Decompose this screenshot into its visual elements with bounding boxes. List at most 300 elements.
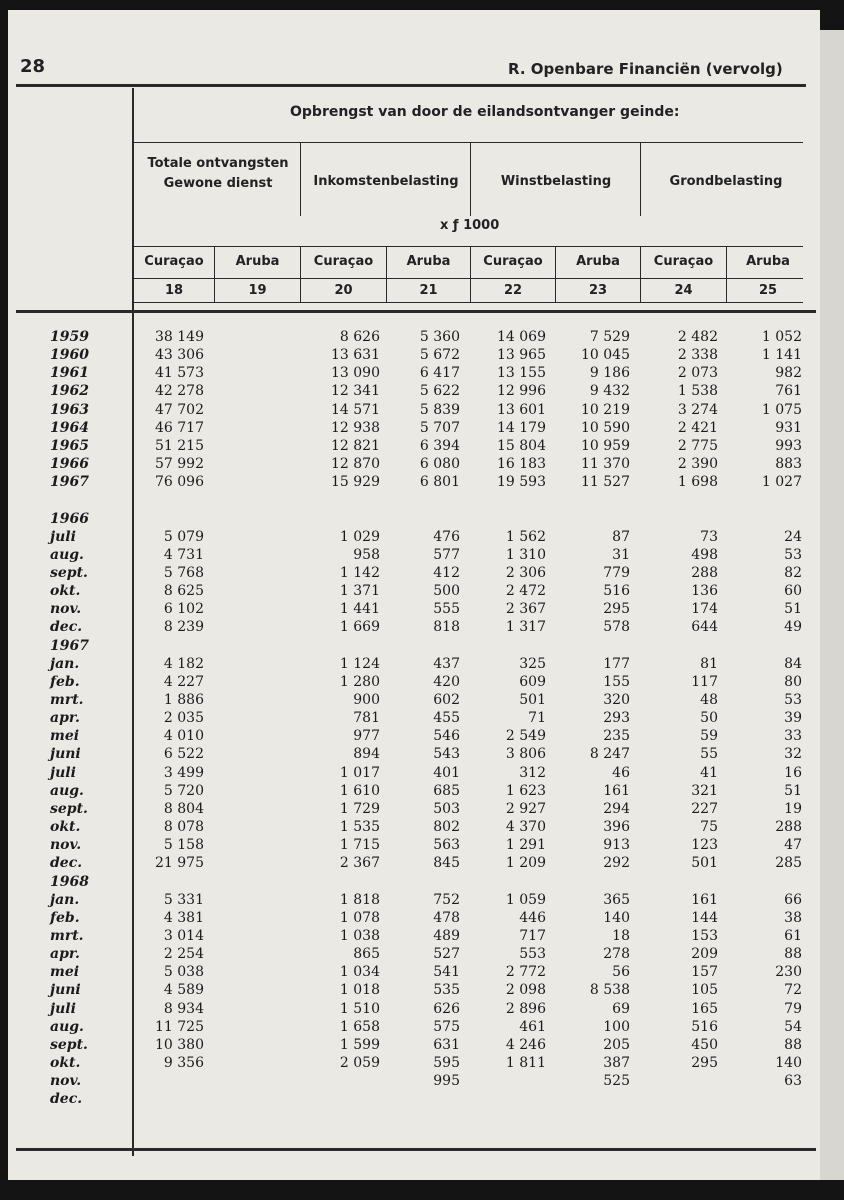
cell-col-18: 5 720 xyxy=(163,782,204,799)
cell-col-18: 9 356 xyxy=(163,1055,204,1071)
table-row xyxy=(8,564,820,582)
cell-col-22: 19 593 xyxy=(497,474,546,491)
cell-col-22: 2 367 xyxy=(505,601,546,618)
row-label: 1961 xyxy=(50,365,89,382)
cell-col-24: 501 xyxy=(691,855,718,872)
cell-col-22: 16 183 xyxy=(497,456,546,473)
cell-col-21: 543 xyxy=(433,746,460,763)
document-page xyxy=(8,10,820,1180)
cell-col-25: 53 xyxy=(784,546,802,563)
cell-col-21: 6 394 xyxy=(419,437,460,454)
cell-col-20: 1 658 xyxy=(339,1018,380,1035)
table-row xyxy=(8,891,820,909)
cell-col-25: 66 xyxy=(784,891,802,908)
cell-col-24: 450 xyxy=(691,1036,718,1053)
cell-col-23: 11 527 xyxy=(581,474,630,491)
table-row xyxy=(8,1018,820,1036)
table-row xyxy=(8,655,820,673)
row-label: 1963 xyxy=(50,401,89,418)
cell-col-24: 153 xyxy=(691,927,718,944)
cell-col-20: 13 090 xyxy=(331,365,380,382)
row-label: dec. xyxy=(50,855,83,872)
cell-col-22: 1 291 xyxy=(505,837,546,854)
cell-col-21: 401 xyxy=(433,764,460,781)
col-number-3: 20 xyxy=(334,283,353,298)
table-row xyxy=(8,637,820,655)
cell-col-21: 802 xyxy=(433,819,460,836)
cell-col-24: 117 xyxy=(691,673,718,690)
cell-col-24: 1 698 xyxy=(677,474,718,491)
table-row xyxy=(8,963,820,981)
group-header-grondbelasting: Grondbelasting xyxy=(669,174,783,189)
cell-col-21: 476 xyxy=(433,528,460,545)
cell-col-18: 4 731 xyxy=(163,546,204,563)
cell-col-23: 10 219 xyxy=(581,401,630,418)
cell-col-23: 278 xyxy=(603,946,630,963)
table-row xyxy=(8,945,820,963)
cell-col-21: 541 xyxy=(433,964,460,981)
cell-col-25: 88 xyxy=(784,946,802,963)
cell-col-18: 10 380 xyxy=(155,1036,204,1053)
cell-col-22: 1 811 xyxy=(505,1055,546,1071)
cell-col-18: 6 522 xyxy=(163,746,204,763)
cell-col-24: 209 xyxy=(691,946,718,963)
table-row xyxy=(8,1000,820,1018)
cell-col-21: 602 xyxy=(433,692,460,708)
cell-col-23: 320 xyxy=(603,692,630,708)
cell-col-23: 161 xyxy=(603,782,630,799)
cell-col-23: 235 xyxy=(603,728,630,745)
table-row xyxy=(8,782,820,800)
table-row xyxy=(8,691,820,709)
row-label: okt. xyxy=(50,819,81,836)
row-label: okt. xyxy=(50,583,81,600)
cell-col-20: 977 xyxy=(353,728,380,745)
unit-label: x ƒ 1000 xyxy=(440,218,500,233)
row-label: 1967 xyxy=(50,474,89,491)
row-label: apr. xyxy=(50,946,80,963)
table-row xyxy=(8,1090,820,1108)
col-header-7: Curaçao xyxy=(653,254,714,269)
cell-col-18: 46 717 xyxy=(155,419,204,436)
cell-col-23: 293 xyxy=(603,710,630,727)
cell-col-22: 717 xyxy=(519,927,546,944)
cell-col-22: 4 370 xyxy=(505,819,546,836)
cell-col-22: 312 xyxy=(519,764,546,781)
cell-col-23: 10 959 xyxy=(581,437,630,454)
cell-col-20: 12 870 xyxy=(331,456,380,473)
cell-col-25: 63 xyxy=(784,1073,802,1090)
group-header-winstbelasting: Winstbelasting xyxy=(500,174,612,189)
cell-col-18: 57 992 xyxy=(155,456,204,473)
col-number-8: 25 xyxy=(758,283,778,298)
cell-col-22: 1 209 xyxy=(505,855,546,872)
cell-col-20: 958 xyxy=(353,546,380,563)
group-header-inkomstenbelasting: Inkomstenbelasting xyxy=(313,174,459,189)
cell-col-18: 4 589 xyxy=(163,982,204,999)
row-label: mei xyxy=(50,964,80,981)
cell-col-21: 6 801 xyxy=(419,474,460,491)
cell-col-24: 75 xyxy=(700,819,718,836)
cell-col-24: 161 xyxy=(691,891,718,908)
table-bottom-rule xyxy=(16,1148,816,1151)
row-label: nov. xyxy=(50,837,82,854)
cell-col-22: 15 804 xyxy=(497,437,546,454)
cell-col-24: 136 xyxy=(691,583,718,600)
cell-col-21: 555 xyxy=(433,601,460,618)
cell-col-21: 752 xyxy=(433,891,460,908)
cell-col-20: 1 669 xyxy=(339,619,380,636)
cell-col-22: 1 562 xyxy=(505,528,546,545)
cell-col-25: 1 141 xyxy=(761,347,802,364)
cell-col-22: 325 xyxy=(519,655,546,672)
cell-col-20: 12 341 xyxy=(331,383,380,400)
row-label: sept. xyxy=(50,800,88,817)
table-row xyxy=(8,818,820,836)
cell-col-18: 5 331 xyxy=(163,891,204,908)
cell-col-23: 177 xyxy=(603,655,630,672)
cell-col-22: 3 806 xyxy=(505,746,546,763)
cell-col-18: 3 499 xyxy=(163,764,204,781)
cell-col-20: 900 xyxy=(353,692,380,708)
table-row xyxy=(8,346,820,364)
cell-col-23: 87 xyxy=(612,528,630,545)
cell-col-22: 12 996 xyxy=(497,383,546,400)
cell-col-18: 4 381 xyxy=(163,909,204,926)
cell-col-23: 525 xyxy=(603,1073,630,1090)
cell-col-24: 105 xyxy=(691,982,718,999)
cell-col-20: 894 xyxy=(353,746,380,763)
row-label: dec. xyxy=(50,619,83,636)
cell-col-20: 1 610 xyxy=(339,782,380,799)
cell-col-21: 503 xyxy=(433,800,460,817)
colnum-bottom-rule xyxy=(133,302,803,303)
cell-col-23: 46 xyxy=(612,764,630,781)
cell-col-20: 865 xyxy=(353,946,380,963)
row-label: mei xyxy=(50,728,80,745)
table-row xyxy=(8,981,820,999)
cell-col-20: 1 818 xyxy=(339,891,380,908)
cell-col-24: 81 xyxy=(700,655,718,672)
cell-col-25: 32 xyxy=(784,746,802,763)
cell-col-23: 9 186 xyxy=(589,365,630,382)
cell-col-21: 631 xyxy=(433,1036,460,1053)
cell-col-21: 563 xyxy=(433,837,460,854)
cell-col-20: 12 938 xyxy=(331,419,380,436)
row-label: juli xyxy=(50,528,76,545)
col-number-4: 21 xyxy=(419,283,438,298)
table-row xyxy=(8,1054,820,1072)
cell-col-25: 54 xyxy=(784,1018,802,1035)
cell-col-18: 5 079 xyxy=(163,528,204,545)
cell-col-21: 420 xyxy=(433,673,460,690)
cell-col-23: 365 xyxy=(603,891,630,908)
cell-col-24: 321 xyxy=(691,782,718,799)
cell-col-22: 4 246 xyxy=(505,1036,546,1053)
cell-col-25: 1 075 xyxy=(761,401,802,418)
cell-col-23: 8 247 xyxy=(589,746,630,763)
cell-col-18: 76 096 xyxy=(155,474,204,491)
table-row xyxy=(8,927,820,945)
cell-col-23: 100 xyxy=(603,1018,630,1035)
cell-col-20: 1 280 xyxy=(339,673,380,690)
table-row xyxy=(8,382,820,400)
header-bottom-rule xyxy=(16,310,816,313)
cell-col-21: 845 xyxy=(433,855,460,872)
cell-col-25: 19 xyxy=(784,800,802,817)
cell-col-20: 1 034 xyxy=(339,964,380,981)
table-title: Opbrengst van door de eilandsontvanger geinde: xyxy=(290,104,680,120)
cell-col-24: 50 xyxy=(700,710,718,727)
cell-col-20: 8 626 xyxy=(339,329,380,345)
row-label: juli xyxy=(50,764,76,781)
table-row xyxy=(8,328,820,346)
cell-col-24: 144 xyxy=(691,909,718,926)
cell-col-25: 285 xyxy=(775,855,802,872)
table-row xyxy=(8,455,820,473)
table-row xyxy=(8,854,820,872)
cell-col-24: 498 xyxy=(691,546,718,563)
cell-col-24: 165 xyxy=(691,1000,718,1017)
cell-col-25: 1 052 xyxy=(761,329,802,345)
cell-col-20: 14 571 xyxy=(331,401,380,418)
cell-col-18: 4 182 xyxy=(163,655,204,672)
cell-col-21: 489 xyxy=(433,927,460,944)
cell-col-18: 4 227 xyxy=(163,673,204,690)
table-row xyxy=(8,764,820,782)
cell-col-18: 41 573 xyxy=(155,365,204,382)
cell-col-23: 779 xyxy=(603,564,630,581)
row-label: juni xyxy=(50,982,81,999)
cell-col-20: 1 510 xyxy=(339,1000,380,1017)
cell-col-18: 5 038 xyxy=(163,964,204,981)
cell-col-22: 2 772 xyxy=(505,964,546,981)
cell-col-25: 49 xyxy=(784,619,802,636)
row-label: 1967 xyxy=(50,637,89,654)
col-header-3: Curaçao xyxy=(313,254,374,269)
cell-col-18: 51 215 xyxy=(155,437,204,454)
table-row xyxy=(8,528,820,546)
colnum-top-rule xyxy=(133,278,803,279)
cell-col-21: 535 xyxy=(433,982,460,999)
cell-col-25: 61 xyxy=(784,927,802,944)
cell-col-21: 546 xyxy=(433,728,460,745)
cell-col-21: 626 xyxy=(433,1000,460,1017)
cell-col-24: 2 390 xyxy=(677,456,718,473)
cell-col-18: 2 254 xyxy=(163,946,204,963)
cell-col-18: 38 149 xyxy=(155,329,204,345)
cell-col-25: 72 xyxy=(784,982,802,999)
cell-col-20: 12 821 xyxy=(331,437,380,454)
cell-col-22: 1 317 xyxy=(505,619,546,636)
cell-col-24: 2 421 xyxy=(677,419,718,436)
cell-col-21: 437 xyxy=(433,655,460,672)
cell-col-23: 10 045 xyxy=(581,347,630,364)
cell-col-18: 43 306 xyxy=(155,347,204,364)
cell-col-20: 1 715 xyxy=(339,837,380,854)
row-label: aug. xyxy=(50,1018,84,1035)
table-row xyxy=(8,836,820,854)
col-header-8: Aruba xyxy=(746,254,790,269)
cell-col-18: 8 934 xyxy=(163,1000,204,1017)
cell-col-24: 288 xyxy=(691,564,718,581)
cell-col-23: 295 xyxy=(603,601,630,618)
row-label: okt. xyxy=(50,1055,81,1071)
row-label: aug. xyxy=(50,782,84,799)
cell-col-18: 8 239 xyxy=(163,619,204,636)
adjacent-page-edge xyxy=(820,30,844,1180)
cell-col-25: 38 xyxy=(784,909,802,926)
row-label: sept. xyxy=(50,1036,88,1053)
table-row xyxy=(8,401,820,419)
cell-col-24: 55 xyxy=(700,746,718,763)
cell-col-23: 387 xyxy=(603,1055,630,1071)
cell-col-23: 18 xyxy=(612,927,630,944)
cell-col-20: 1 029 xyxy=(339,528,380,545)
cell-col-18: 21 975 xyxy=(155,855,204,872)
cell-col-23: 516 xyxy=(603,583,630,600)
cell-col-20: 1 038 xyxy=(339,927,380,944)
cell-col-20: 1 729 xyxy=(339,800,380,817)
row-label: 1965 xyxy=(50,437,89,454)
group-divider-2 xyxy=(470,142,471,216)
cell-col-21: 527 xyxy=(433,946,460,963)
cell-col-18: 2 035 xyxy=(163,710,204,727)
cell-col-20: 1 017 xyxy=(339,764,380,781)
cell-col-23: 69 xyxy=(612,1000,630,1017)
cell-col-20: 1 535 xyxy=(339,819,380,836)
cell-col-20: 2 367 xyxy=(339,855,380,872)
group-divider-1 xyxy=(300,142,301,216)
cell-col-21: 818 xyxy=(433,619,460,636)
subhead-rule xyxy=(133,246,803,247)
cell-col-20: 1 124 xyxy=(339,655,380,672)
table-row xyxy=(8,1072,820,1090)
row-label: sept. xyxy=(50,564,88,581)
row-label: 1964 xyxy=(50,419,89,436)
cell-col-25: 39 xyxy=(784,710,802,727)
cell-col-24: 2 482 xyxy=(677,329,718,345)
table-row xyxy=(8,546,820,564)
table-row xyxy=(8,600,820,618)
cell-col-20: 1 371 xyxy=(339,583,380,600)
cell-col-25: 140 xyxy=(775,1055,802,1071)
cell-col-23: 294 xyxy=(603,800,630,817)
cell-col-25: 883 xyxy=(775,456,802,473)
cell-col-23: 31 xyxy=(612,546,630,563)
cell-col-24: 2 338 xyxy=(677,347,718,364)
cell-col-22: 71 xyxy=(528,710,546,727)
cell-col-24: 48 xyxy=(700,692,718,708)
cell-col-25: 60 xyxy=(784,583,802,600)
row-label: 1966 xyxy=(50,456,89,473)
col-header-2: Aruba xyxy=(235,254,280,269)
cell-col-23: 396 xyxy=(603,819,630,836)
cell-col-23: 11 370 xyxy=(581,456,630,473)
cell-col-25: 88 xyxy=(784,1036,802,1053)
cell-col-23: 7 529 xyxy=(589,329,630,345)
cell-col-23: 140 xyxy=(603,909,630,926)
table-row xyxy=(8,437,820,455)
cell-col-20: 1 441 xyxy=(339,601,380,618)
cell-col-25: 1 027 xyxy=(761,474,802,491)
cell-col-23: 56 xyxy=(612,964,630,981)
row-label: feb. xyxy=(50,673,80,690)
cell-col-25: 84 xyxy=(784,655,802,672)
cell-col-25: 24 xyxy=(784,528,802,545)
cell-col-23: 578 xyxy=(603,619,630,636)
cell-col-21: 5 360 xyxy=(419,329,460,345)
cell-col-20: 13 631 xyxy=(331,347,380,364)
row-label: mrt. xyxy=(50,692,84,708)
cell-col-18: 11 725 xyxy=(155,1018,204,1035)
cell-col-21: 5 622 xyxy=(419,383,460,400)
table-row xyxy=(8,1036,820,1054)
row-label: 1960 xyxy=(50,347,89,364)
row-label: aug. xyxy=(50,546,84,563)
table-row xyxy=(8,909,820,927)
cell-col-24: 73 xyxy=(700,528,718,545)
group-rule xyxy=(133,142,803,143)
table-row xyxy=(8,419,820,437)
cell-col-23: 8 538 xyxy=(589,982,630,999)
cell-col-22: 1 059 xyxy=(505,891,546,908)
cell-col-22: 2 896 xyxy=(505,1000,546,1017)
cell-col-25: 33 xyxy=(784,728,802,745)
col-header-1: Curaçao xyxy=(144,254,204,269)
cell-col-25: 82 xyxy=(784,564,802,581)
cell-col-22: 446 xyxy=(519,909,546,926)
cell-col-25: 288 xyxy=(775,819,802,836)
row-label: 1966 xyxy=(50,510,89,527)
cell-col-24: 174 xyxy=(691,601,718,618)
col-header-5: Curaçao xyxy=(483,254,543,269)
cell-col-22: 13 965 xyxy=(497,347,546,364)
group-divider-3 xyxy=(640,142,641,216)
header-top-rule xyxy=(16,84,806,87)
col-number-6: 23 xyxy=(588,283,608,298)
cell-col-22: 501 xyxy=(519,692,546,708)
cell-col-23: 205 xyxy=(603,1036,630,1053)
cell-col-23: 913 xyxy=(603,837,630,854)
cell-col-24: 123 xyxy=(691,837,718,854)
col-number-5: 22 xyxy=(503,283,523,298)
cell-col-24: 41 xyxy=(700,764,718,781)
table-row xyxy=(8,873,820,891)
cell-col-22: 13 601 xyxy=(497,401,546,418)
cell-col-21: 6 080 xyxy=(419,456,460,473)
cell-col-22: 2 472 xyxy=(505,583,546,600)
cell-col-23: 155 xyxy=(603,673,630,690)
cell-col-25: 761 xyxy=(775,383,802,400)
table-row xyxy=(8,709,820,727)
cell-col-22: 553 xyxy=(519,946,546,963)
page-number: 28 xyxy=(20,56,46,77)
row-label: nov. xyxy=(50,601,82,618)
cell-col-23: 9 432 xyxy=(589,383,630,400)
cell-col-25: 47 xyxy=(784,837,802,854)
col-number-2: 19 xyxy=(248,283,267,298)
cell-col-22: 2 306 xyxy=(505,564,546,581)
cell-col-24: 3 274 xyxy=(677,401,718,418)
cell-col-25: 51 xyxy=(784,782,802,799)
row-label: dec. xyxy=(50,1091,83,1108)
row-label: 1968 xyxy=(50,873,89,890)
table-row xyxy=(8,582,820,600)
cell-col-20: 2 059 xyxy=(339,1055,380,1071)
cell-col-18: 6 102 xyxy=(163,601,204,618)
cell-col-22: 1 310 xyxy=(505,546,546,563)
